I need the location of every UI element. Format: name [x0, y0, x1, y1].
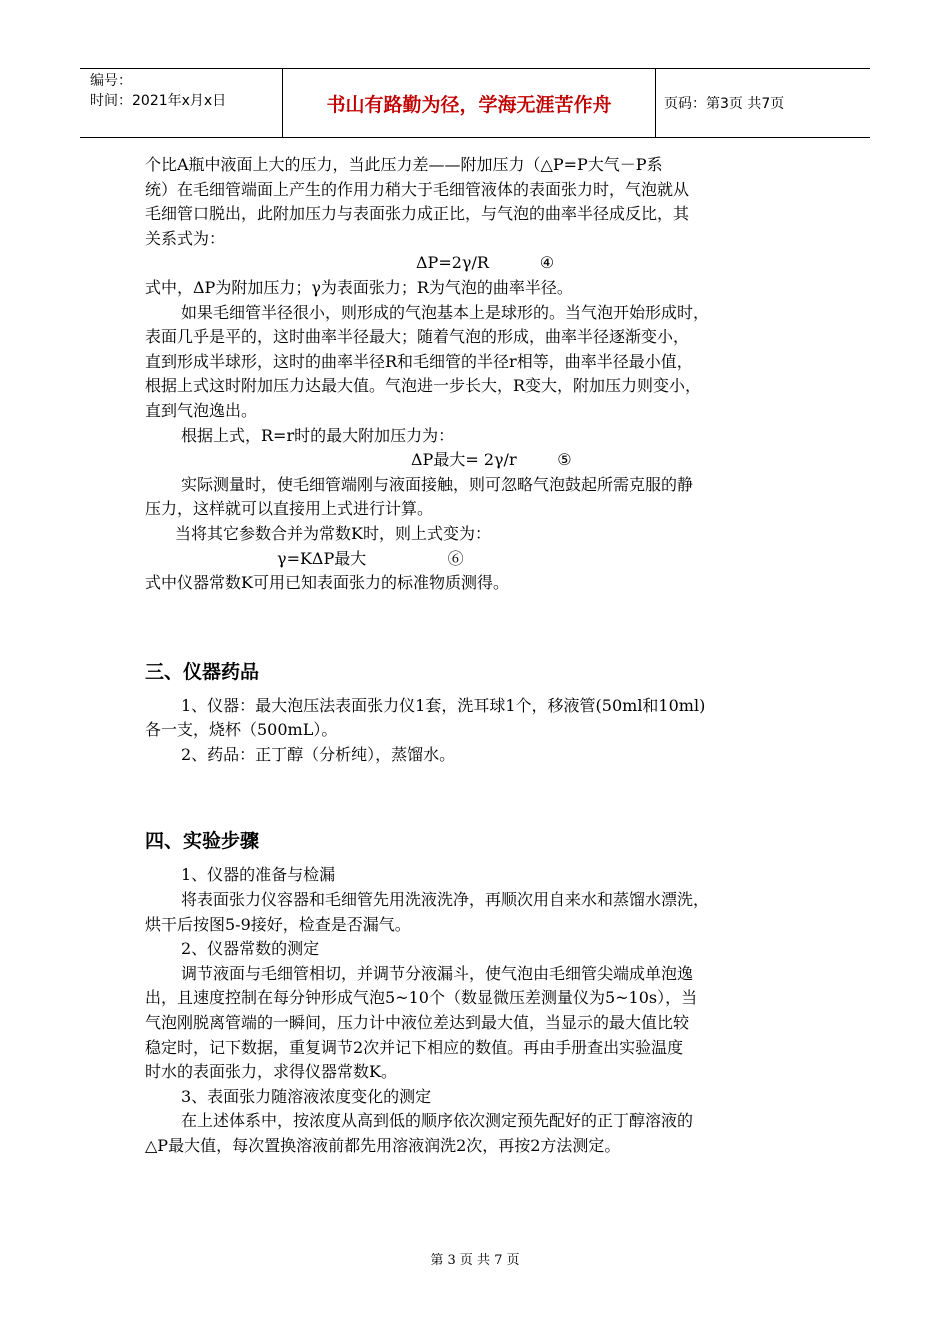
text-line: 时水的表面张力，求得仪器常数K。: [145, 1062, 397, 1082]
doc-number-label: 编号：: [90, 73, 132, 89]
text-line: △P最大值，每次置换溶液前都先用溶液润洗2次，再按2方法测定。: [145, 1136, 621, 1155]
text-line: 3、表面张力随溶液浓度变化的测定: [181, 1086, 432, 1106]
text-line: 直到气泡逸出。: [145, 400, 258, 420]
text-line: 烘干后按图5-9接好，检查是否漏气。: [145, 914, 411, 934]
text-line: 如果毛细管半径很小，则形成的气泡基本上是球形的。当气泡开始形成时，: [181, 302, 710, 322]
text-line: 实际测量时，使毛细管端刚与液面接触，则可忽略气泡鼓起所需克服的静: [181, 474, 694, 494]
text-line: 压力，这样就可以直接用上式进行计算。: [145, 499, 434, 519]
header-page-label: 页码：第3页 共7页: [664, 96, 785, 112]
text-line: 式中仪器常数K可用已知表面张力的标准物质测得。: [145, 573, 509, 593]
section-heading-4: 四、实验步骤: [145, 830, 260, 853]
page-footer: 第 3 页 共 7 页: [430, 1253, 520, 1268]
text-line: 关系式为：: [145, 228, 226, 248]
equation-6: γ=KΔP最大 ⑥: [277, 548, 464, 568]
text-line: 1、仪器的准备与检漏: [181, 865, 336, 885]
text-line: 稳定时，记下数据，重复调节2次并记下相应的数值。再由手册查出实验温度: [145, 1037, 684, 1057]
text-line: 统）在毛细管端面上产生的作用力稍大于毛细管液体的表面张力时，气泡就从: [145, 179, 690, 199]
text-line: 当将其它参数合并为常数K时，则上式变为：: [175, 523, 491, 543]
text-line: 根据上式，R=r时的最大附加压力为：: [181, 425, 455, 445]
text-line: 气泡刚脱离管端的一瞬间，压力计中液位差达到最大值，当显示的最大值比较: [145, 1013, 690, 1033]
text-line: 毛细管口脱出，此附加压力与表面张力成正比，与气泡的曲率半径成反比，其: [145, 204, 690, 224]
text-line: 出，且速度控制在每分钟形成气泡5~10个（数显微压差测量仪为5~10s），当: [145, 988, 698, 1008]
text-line: 式中，ΔP为附加压力；γ为表面张力；R为气泡的曲率半径。: [145, 277, 573, 297]
page-header: [80, 68, 870, 138]
text-line: 直到形成半球形，这时的曲率半径R和毛细管的半径r相等，曲率半径最小值，: [145, 351, 693, 371]
section-heading-3: 三、仪器药品: [145, 660, 260, 683]
text-line: 在上述体系中，按浓度从高到低的顺序依次测定预先配好的正丁醇溶液的: [181, 1111, 694, 1131]
text-line: 调节液面与毛细管相切，并调节分液漏斗，使气泡由毛细管尖端成单泡逸: [181, 963, 694, 983]
text-line: 2、药品：正丁醇（分析纯），蒸馏水。: [181, 744, 456, 764]
text-line: 1、仪器：最大泡压法表面张力仪1套，洗耳球1个，移液管(50ml和10ml): [181, 695, 706, 715]
text-line: 将表面张力仪容器和毛细管先用洗液洗净，再顺次用自来水和蒸馏水漂洗，: [181, 890, 710, 910]
text-line: 个比A瓶中液面上大的压力，当此压力差——附加压力（△P=P大气－P系: [145, 155, 663, 174]
text-line: 表面几乎是平的，这时曲率半径最大；随着气泡的形成，曲率半径逐渐变小，: [145, 327, 690, 347]
text-line: 2、仪器常数的测定: [181, 939, 320, 959]
text-line: 根据上式这时附加压力达最大值。气泡进一步长大，R变大，附加压力则变小，: [145, 376, 702, 396]
equation-5: ΔP最大= 2γ/r ⑤: [411, 450, 572, 470]
equation-4: ΔP=2γ/R ④: [416, 253, 555, 273]
doc-date-label: 时间：2021年x月x日: [90, 93, 227, 109]
text-line: 各一支，烧杯（500mL）。: [145, 720, 338, 740]
document-body: [145, 153, 810, 1159]
header-meta: [80, 69, 283, 137]
header-motto: 书山有路勤为径，学海无涯苦作舟: [283, 69, 656, 137]
